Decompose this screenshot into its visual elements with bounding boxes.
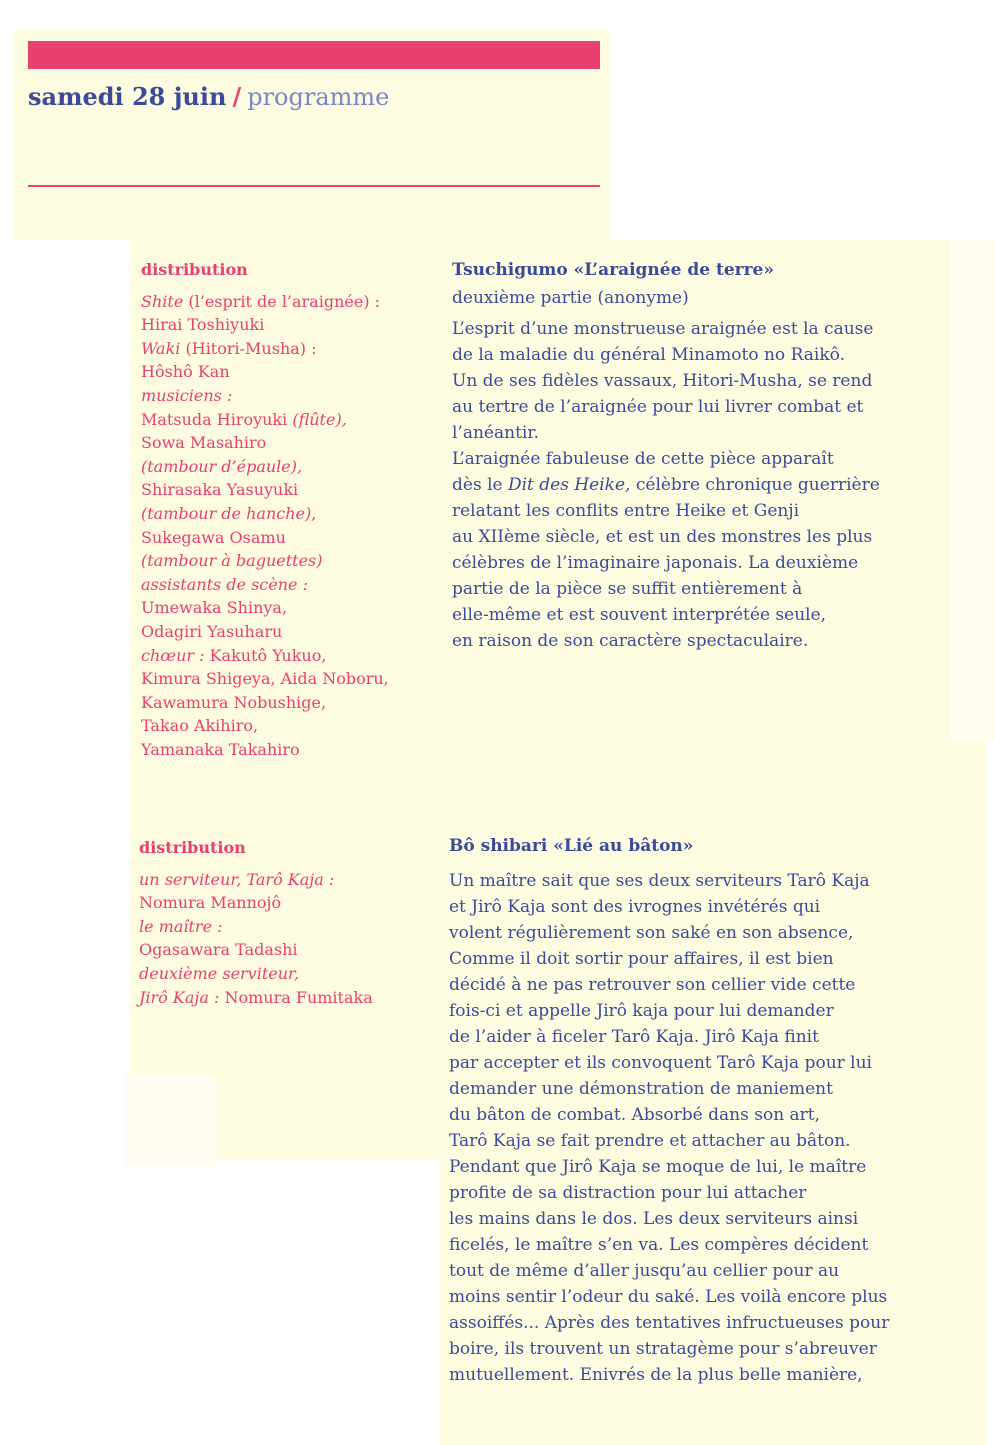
text-run: l’anéantir. xyxy=(452,423,540,443)
text-line xyxy=(141,313,389,337)
text-run: Nomura Mannojô xyxy=(139,893,282,913)
text-run: Tarô Kaja se fait prendre et attacher au bâton. xyxy=(449,1131,851,1151)
distribution-block-1 xyxy=(141,258,389,761)
text-line xyxy=(141,384,389,408)
text-line xyxy=(141,620,389,644)
italic-text: Waki xyxy=(141,338,181,358)
text-run: profite de sa distraction pour lui attacher xyxy=(449,1183,807,1203)
text-run: de l’aider à ficeler Tarô Kaja. Jirô Kaja finit xyxy=(449,1027,819,1047)
text-run: et Jirô Kaja sont des ivrognes invétérés qui xyxy=(449,897,821,917)
text-line xyxy=(139,938,373,962)
text-run: Yamanaka Takahiro xyxy=(141,739,300,759)
text-line xyxy=(449,1128,889,1154)
text-run: Odagiri Yasuharu xyxy=(141,621,283,641)
text-run: elle-même et est souvent interprétée seule, xyxy=(452,605,827,625)
text-line xyxy=(449,894,889,920)
distribution-list xyxy=(141,290,389,762)
text-run: Takao Akihiro, xyxy=(141,716,259,736)
header-section: programme xyxy=(247,83,390,111)
text-run: Hôshô Kan xyxy=(141,362,230,382)
text-line xyxy=(141,667,389,691)
play-title: Tsuchigumo «L’araignée de terre» xyxy=(452,260,774,280)
text-run: moins sentir l’odeur du saké. Les voilà encore plus xyxy=(449,1287,888,1307)
text-line xyxy=(139,915,373,939)
play-subtitle: deuxième partie (anonyme) xyxy=(452,288,689,308)
text-run: célèbre chronique guerrière xyxy=(630,475,880,495)
distribution-heading: distribution xyxy=(139,838,246,857)
text-line xyxy=(139,891,373,915)
header-date: samedi 28 juin xyxy=(28,82,227,111)
italic-text: le maître : xyxy=(139,916,223,936)
text-run: Kimura Shigeya, Aida Noboru, xyxy=(141,669,389,689)
scan-edge-left-lower xyxy=(0,240,130,1445)
text-line xyxy=(452,576,880,602)
text-run: (l’esprit de l’araignée) : xyxy=(183,291,381,311)
header-color-bar xyxy=(28,41,600,69)
text-line xyxy=(449,868,889,894)
text-line xyxy=(141,526,389,550)
text-line xyxy=(141,691,389,715)
text-line xyxy=(141,644,389,668)
play-synopsis xyxy=(449,868,889,1388)
text-run: L’araignée fabuleuse de cette pièce apparaît xyxy=(452,449,834,469)
text-run: Sukegawa Osamu xyxy=(141,527,286,547)
text-line xyxy=(141,549,389,573)
text-line xyxy=(141,360,389,384)
italic-text: deuxième serviteur, xyxy=(139,963,300,983)
text-line xyxy=(452,498,880,524)
text-line xyxy=(141,573,389,597)
text-line xyxy=(141,431,389,455)
text-line xyxy=(141,455,389,479)
text-run: au XIIème siècle, et est un des monstres les plus xyxy=(452,527,873,547)
text-run: relatant les conflits entre Heike et Genji xyxy=(452,501,800,521)
italic-text: chœur : xyxy=(141,645,205,665)
italic-text: Dit des Heike, xyxy=(507,475,631,495)
scan-edge-right-lower xyxy=(985,740,995,1445)
play-block-1 xyxy=(452,260,880,654)
text-line xyxy=(449,1258,889,1284)
text-line xyxy=(141,714,389,738)
text-line xyxy=(449,972,889,998)
text-line xyxy=(449,1102,889,1128)
text-line xyxy=(141,502,389,526)
text-run: boire, ils trouvent un stratagème pour s’abreuver xyxy=(449,1339,877,1359)
text-run: dès le xyxy=(452,475,508,495)
text-line xyxy=(452,420,880,446)
text-line xyxy=(141,478,389,502)
text-line xyxy=(141,290,389,314)
italic-text: (flûte), xyxy=(292,409,347,429)
text-line xyxy=(449,1336,889,1362)
text-line xyxy=(141,738,389,762)
italic-text: Jirô Kaja : xyxy=(139,987,220,1007)
text-run: demander une démonstration de maniement xyxy=(449,1079,833,1099)
italic-text: (tambour à baguettes) xyxy=(141,551,323,571)
text-run: Pendant que Jirô Kaja se moque de lui, le maître xyxy=(449,1157,867,1177)
text-run: Nomura Fumitaka xyxy=(219,987,373,1007)
text-line xyxy=(452,524,880,550)
text-line xyxy=(449,1154,889,1180)
text-line xyxy=(449,1232,889,1258)
text-line xyxy=(449,1206,889,1232)
italic-text: assistants de scène : xyxy=(141,574,308,594)
header-rule xyxy=(28,185,600,187)
text-line xyxy=(449,998,889,1024)
text-line xyxy=(452,602,880,628)
text-run: volent régulièrement son saké en son absence, xyxy=(449,923,854,943)
text-line xyxy=(452,342,880,368)
text-line xyxy=(449,946,889,972)
text-run: partie de la pièce se suffit entièrement à xyxy=(452,579,803,599)
text-run: L’esprit d’une monstrueuse araignée est la cause xyxy=(452,319,874,339)
italic-text: Shite xyxy=(141,291,184,311)
text-run: Kakutô Yukuo, xyxy=(204,645,327,665)
distribution-heading: distribution xyxy=(141,260,248,279)
text-run: ficelés, le maître s’en va. Les compères décident xyxy=(449,1235,869,1255)
scan-edge-bottom-left xyxy=(130,1160,440,1445)
play-title: Bô shibari «Lié au bâton» xyxy=(449,836,694,856)
text-run: les mains dans le dos. Les deux serviteurs ainsi xyxy=(449,1209,859,1229)
text-run: Ogasawara Tadashi xyxy=(139,940,298,960)
text-run: assoiffés... Après des tentatives infructueuses pour xyxy=(449,1313,890,1333)
text-run: Umewaka Shinya, xyxy=(141,598,288,618)
text-run: Sowa Masahiro xyxy=(141,433,267,453)
text-line xyxy=(452,446,880,472)
text-line xyxy=(452,628,880,654)
italic-text: un serviteur, Tarô Kaja : xyxy=(139,869,335,889)
text-line xyxy=(452,550,880,576)
italic-text: (tambour d’épaule), xyxy=(141,456,303,476)
text-run: par accepter et ils convoquent Tarô Kaja pour lui xyxy=(449,1053,872,1073)
text-line xyxy=(139,962,373,986)
text-run: tout de même d’aller jusqu’au cellier pour au xyxy=(449,1261,840,1281)
text-line xyxy=(452,394,880,420)
header-separator: / xyxy=(232,82,242,111)
text-line xyxy=(139,986,373,1010)
italic-text: musiciens : xyxy=(141,385,233,405)
text-line xyxy=(452,368,880,394)
text-run: Un de ses fidèles vassaux, Hitori-Musha, se rend xyxy=(452,371,873,391)
text-line xyxy=(449,920,889,946)
distribution-block-2 xyxy=(139,836,373,1009)
text-line xyxy=(449,1076,889,1102)
text-line xyxy=(449,1284,889,1310)
text-run: célèbres de l’imaginaire japonais. La deuxième xyxy=(452,553,859,573)
text-line xyxy=(449,1180,889,1206)
text-line xyxy=(452,472,880,498)
play-synopsis xyxy=(452,316,880,654)
text-run: Un maître sait que ses deux serviteurs Tarô Kaja xyxy=(449,871,870,891)
text-run: Hirai Toshiyuki xyxy=(141,315,265,335)
text-line xyxy=(449,1050,889,1076)
text-run: mutuellement. Enivrés de la plus belle manière, xyxy=(449,1365,863,1385)
text-run: de la maladie du général Minamoto no Raikô. xyxy=(452,345,845,365)
scan-edge-top-right xyxy=(610,0,995,240)
distribution-list xyxy=(139,868,373,1010)
text-run: fois-ci et appelle Jirô kaja pour lui demander xyxy=(449,1001,834,1021)
text-line xyxy=(449,1362,889,1388)
text-run: Shirasaka Yasuyuki xyxy=(141,480,299,500)
text-line xyxy=(139,868,373,892)
page-title xyxy=(28,82,389,111)
text-line xyxy=(452,316,880,342)
scan-patch xyxy=(125,1075,215,1165)
scan-edge-right xyxy=(950,240,995,740)
text-run: Matsuda Hiroyuki xyxy=(141,409,293,429)
text-run: Comme il doit sortir pour affaires, il est bien xyxy=(449,949,834,969)
text-line xyxy=(141,408,389,432)
text-line xyxy=(141,337,389,361)
text-run: au tertre de l’araignée pour lui livrer combat et xyxy=(452,397,864,417)
text-run: Kawamura Nobushige, xyxy=(141,692,327,712)
text-line xyxy=(449,1024,889,1050)
text-run: décidé à ne pas retrouver son cellier vide cette xyxy=(449,975,856,995)
play-block-2 xyxy=(449,836,889,1388)
text-run: (Hitori-Musha) : xyxy=(180,338,317,358)
text-line xyxy=(141,596,389,620)
text-line xyxy=(449,1310,889,1336)
italic-text: (tambour de hanche), xyxy=(141,503,317,523)
text-run: en raison de son caractère spectaculaire. xyxy=(452,631,809,651)
text-run: du bâton de combat. Absorbé dans son art, xyxy=(449,1105,821,1125)
